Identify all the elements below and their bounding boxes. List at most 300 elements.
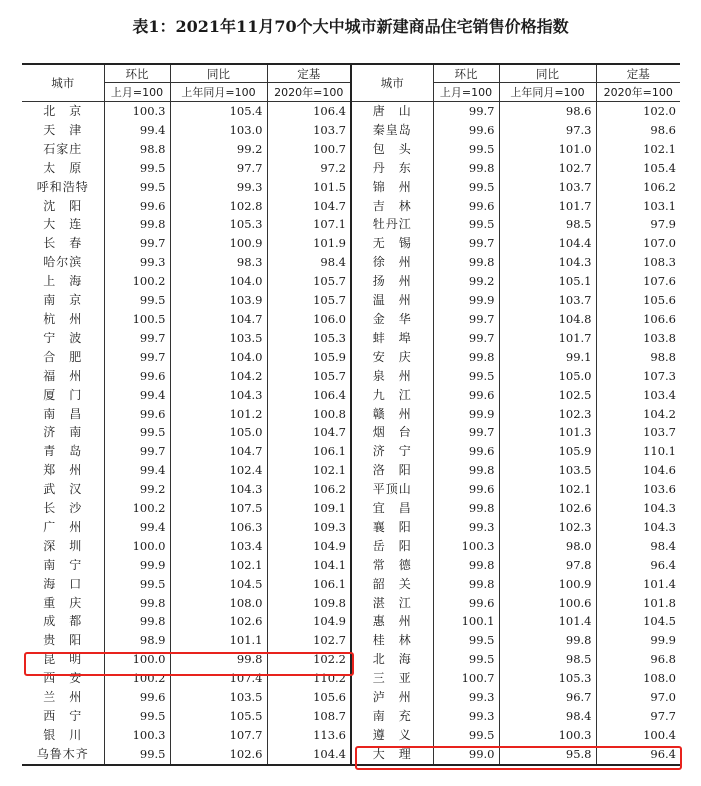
table-row	[22, 707, 680, 726]
left-city-cell: 兰 州	[43, 690, 83, 705]
left-mom-cell: 99.5	[104, 178, 170, 197]
right-mom-cell: 99.6	[433, 480, 499, 499]
left-fixed-cell: 110.2	[267, 669, 351, 688]
table-row	[22, 272, 680, 291]
left-mom-cell: 100.2	[104, 272, 170, 291]
left-fixed-cell: 106.0	[267, 310, 351, 329]
table-row	[22, 688, 680, 707]
left-city-cell: 哈尔滨	[43, 255, 83, 270]
right-yoy-cell: 95.8	[499, 745, 596, 765]
right-fixed-cell: 103.6	[596, 480, 680, 499]
left-yoy-cell: 102.1	[170, 556, 267, 575]
right-yoy-cell: 97.3	[499, 121, 596, 140]
col-header-fixed-right: 定基	[596, 64, 680, 83]
left-mom-cell: 100.0	[104, 650, 170, 669]
left-city-cell: 北 京	[43, 104, 83, 118]
left-fixed-cell: 101.5	[267, 178, 351, 197]
table-row	[22, 291, 680, 310]
left-yoy-cell: 104.0	[170, 272, 267, 291]
left-mom-cell: 100.2	[104, 669, 170, 688]
left-fixed-cell: 113.6	[267, 726, 351, 745]
left-fixed-cell: 102.2	[267, 650, 351, 669]
table-row	[22, 367, 680, 386]
right-fixed-cell: 97.0	[596, 688, 680, 707]
right-city-cell: 常 德	[351, 556, 433, 575]
left-city-cell: 重 庆	[43, 595, 83, 610]
left-mom-cell: 99.5	[104, 707, 170, 726]
left-mom-cell: 99.8	[104, 594, 170, 613]
left-fixed-cell: 106.4	[267, 102, 351, 121]
left-fixed-cell: 104.1	[267, 556, 351, 575]
right-yoy-cell: 105.9	[499, 442, 596, 461]
left-mom-cell: 99.7	[104, 329, 170, 348]
col-base-mom-right: 上月=100	[433, 83, 499, 102]
right-fixed-cell: 105.6	[596, 291, 680, 310]
left-fixed-cell: 105.7	[267, 367, 351, 386]
right-fixed-cell: 107.3	[596, 367, 680, 386]
right-mom-cell: 99.5	[433, 215, 499, 234]
right-yoy-cell: 102.6	[499, 499, 596, 518]
table-row	[22, 650, 680, 669]
left-yoy-cell: 108.0	[170, 594, 267, 613]
right-mom-cell: 99.7	[433, 234, 499, 253]
table-row	[22, 102, 680, 121]
left-city-cell: 长 春	[43, 236, 83, 251]
left-city-cell: 太 原	[43, 160, 83, 175]
right-yoy-cell: 104.4	[499, 234, 596, 253]
right-fixed-cell: 96.4	[596, 556, 680, 575]
right-yoy-cell: 101.7	[499, 329, 596, 348]
price-index-table	[22, 63, 680, 766]
right-city-cell: 温 州	[351, 291, 433, 310]
col-header-yoy-right: 同比	[499, 64, 596, 83]
left-city-cell: 福 州	[43, 368, 83, 383]
col-header-city-left: 城市	[22, 64, 104, 102]
right-mom-cell: 99.8	[433, 499, 499, 518]
right-mom-cell: 99.6	[433, 442, 499, 461]
left-yoy-cell: 102.8	[170, 197, 267, 216]
left-fixed-cell: 102.1	[267, 461, 351, 480]
right-city-cell: 大 理	[351, 745, 433, 765]
right-city-cell: 济 宁	[351, 442, 433, 461]
left-fixed-cell: 104.9	[267, 612, 351, 631]
right-fixed-cell: 99.9	[596, 631, 680, 650]
left-mom-cell: 99.8	[104, 215, 170, 234]
right-city-cell: 赣 州	[351, 405, 433, 424]
left-fixed-cell: 106.1	[267, 442, 351, 461]
right-city-cell: 唐 山	[351, 102, 433, 121]
right-city-cell: 锦 州	[351, 178, 433, 197]
left-city-cell: 青 岛	[43, 444, 83, 459]
table-row	[22, 234, 680, 253]
left-fixed-cell: 109.1	[267, 499, 351, 518]
left-mom-cell: 100.3	[104, 726, 170, 745]
right-mom-cell: 99.8	[433, 556, 499, 575]
left-city-cell: 天 津	[43, 122, 83, 137]
left-city-cell: 成 都	[43, 614, 83, 629]
right-yoy-cell: 100.9	[499, 575, 596, 594]
right-yoy-cell: 97.8	[499, 556, 596, 575]
right-yoy-cell: 101.7	[499, 197, 596, 216]
left-mom-cell: 99.3	[104, 253, 170, 272]
left-mom-cell: 99.8	[104, 612, 170, 631]
right-city-cell: 徐 州	[351, 253, 433, 272]
left-mom-cell: 99.6	[104, 405, 170, 424]
right-yoy-cell: 99.1	[499, 348, 596, 367]
table-row	[22, 669, 680, 688]
left-city-cell: 武 汉	[43, 482, 83, 497]
table-row	[22, 329, 680, 348]
table-row	[22, 726, 680, 745]
left-yoy-cell: 99.8	[170, 650, 267, 669]
right-yoy-cell: 101.3	[499, 423, 596, 442]
right-city-cell: 遵 义	[351, 726, 433, 745]
left-yoy-cell: 107.4	[170, 669, 267, 688]
table-body	[22, 102, 680, 765]
right-city-cell: 蚌 埠	[351, 329, 433, 348]
right-city-cell: 丹 东	[351, 159, 433, 178]
left-city-cell: 昆 明	[43, 652, 83, 667]
right-mom-cell: 99.6	[433, 594, 499, 613]
right-fixed-cell: 96.4	[596, 745, 680, 765]
left-fixed-cell: 106.2	[267, 480, 351, 499]
left-mom-cell: 99.2	[104, 480, 170, 499]
left-city-cell: 海 口	[43, 576, 83, 591]
right-fixed-cell: 104.5	[596, 612, 680, 631]
right-fixed-cell: 104.3	[596, 518, 680, 537]
right-yoy-cell: 103.7	[499, 291, 596, 310]
left-mom-cell: 100.0	[104, 537, 170, 556]
left-yoy-cell: 103.4	[170, 537, 267, 556]
left-fixed-cell: 104.4	[267, 745, 351, 765]
right-city-cell: 岳 阳	[351, 537, 433, 556]
left-fixed-cell: 109.8	[267, 594, 351, 613]
left-yoy-cell: 98.3	[170, 253, 267, 272]
left-fixed-cell: 100.8	[267, 405, 351, 424]
right-fixed-cell: 110.1	[596, 442, 680, 461]
right-fixed-cell: 97.9	[596, 215, 680, 234]
left-city-cell: 大 连	[43, 217, 83, 232]
left-fixed-cell: 105.6	[267, 688, 351, 707]
left-fixed-cell: 100.7	[267, 140, 351, 159]
right-yoy-cell: 103.5	[499, 461, 596, 480]
right-city-cell: 九 江	[351, 386, 433, 405]
table-row	[22, 745, 680, 765]
right-mom-cell: 99.7	[433, 310, 499, 329]
right-fixed-cell: 103.8	[596, 329, 680, 348]
right-mom-cell: 100.7	[433, 669, 499, 688]
left-mom-cell: 99.5	[104, 423, 170, 442]
right-yoy-cell: 98.0	[499, 537, 596, 556]
left-mom-cell: 99.7	[104, 442, 170, 461]
left-mom-cell: 99.5	[104, 745, 170, 765]
right-mom-cell: 99.5	[433, 178, 499, 197]
left-fixed-cell: 107.1	[267, 215, 351, 234]
right-city-cell: 湛 江	[351, 594, 433, 613]
left-city-cell: 上 海	[43, 274, 83, 289]
right-fixed-cell: 96.8	[596, 650, 680, 669]
right-city-cell: 襄 阳	[351, 518, 433, 537]
right-fixed-cell: 100.4	[596, 726, 680, 745]
left-yoy-cell: 105.5	[170, 707, 267, 726]
table-row	[22, 461, 680, 480]
left-fixed-cell: 104.9	[267, 537, 351, 556]
table-row	[22, 594, 680, 613]
right-city-cell: 无 锡	[351, 234, 433, 253]
table-row	[22, 518, 680, 537]
right-fixed-cell: 101.8	[596, 594, 680, 613]
right-city-cell: 南 充	[351, 707, 433, 726]
table-row	[22, 405, 680, 424]
left-city-cell: 郑 州	[43, 463, 83, 478]
right-city-cell: 泸 州	[351, 688, 433, 707]
left-city-cell: 南 昌	[43, 406, 83, 421]
right-fixed-cell: 104.2	[596, 405, 680, 424]
right-fixed-cell: 98.8	[596, 348, 680, 367]
left-city-cell: 贵 阳	[43, 633, 83, 648]
left-yoy-cell: 104.2	[170, 367, 267, 386]
right-yoy-cell: 103.7	[499, 178, 596, 197]
right-mom-cell: 100.3	[433, 537, 499, 556]
left-fixed-cell: 104.7	[267, 423, 351, 442]
left-fixed-cell: 105.7	[267, 291, 351, 310]
left-fixed-cell: 105.7	[267, 272, 351, 291]
col-base-fixed-left: 2020年=100	[267, 83, 351, 102]
table-row	[22, 499, 680, 518]
left-yoy-cell: 103.5	[170, 329, 267, 348]
right-city-cell: 金 华	[351, 310, 433, 329]
right-yoy-cell: 96.7	[499, 688, 596, 707]
right-fixed-cell: 102.1	[596, 140, 680, 159]
table-header	[22, 64, 680, 102]
right-mom-cell: 99.5	[433, 650, 499, 669]
left-mom-cell: 99.9	[104, 556, 170, 575]
left-city-cell: 深 圳	[43, 538, 83, 553]
table-row	[22, 197, 680, 216]
right-yoy-cell: 102.3	[499, 405, 596, 424]
left-city-cell: 呼和浩特	[36, 179, 89, 194]
left-mom-cell: 99.7	[104, 234, 170, 253]
right-fixed-cell: 103.7	[596, 423, 680, 442]
left-mom-cell: 99.4	[104, 121, 170, 140]
left-yoy-cell: 99.2	[170, 140, 267, 159]
right-fixed-cell: 97.7	[596, 707, 680, 726]
right-mom-cell: 99.9	[433, 405, 499, 424]
right-fixed-cell: 98.6	[596, 121, 680, 140]
right-fixed-cell: 108.3	[596, 253, 680, 272]
right-fixed-cell: 98.4	[596, 537, 680, 556]
left-yoy-cell: 99.3	[170, 178, 267, 197]
table-row	[22, 631, 680, 650]
left-mom-cell: 99.4	[104, 518, 170, 537]
left-yoy-cell: 101.2	[170, 405, 267, 424]
table-row	[22, 442, 680, 461]
table-row	[22, 612, 680, 631]
right-mom-cell: 99.7	[433, 423, 499, 442]
right-mom-cell: 99.3	[433, 688, 499, 707]
left-mom-cell: 99.5	[104, 291, 170, 310]
right-yoy-cell: 101.4	[499, 612, 596, 631]
right-yoy-cell: 104.8	[499, 310, 596, 329]
right-yoy-cell: 100.3	[499, 726, 596, 745]
left-yoy-cell: 102.6	[170, 745, 267, 765]
left-city-cell: 杭 州	[43, 311, 83, 326]
right-fixed-cell: 106.2	[596, 178, 680, 197]
left-mom-cell: 100.2	[104, 499, 170, 518]
right-mom-cell: 99.7	[433, 102, 499, 121]
left-yoy-cell: 104.3	[170, 386, 267, 405]
right-city-cell: 桂 林	[351, 631, 433, 650]
right-mom-cell: 99.5	[433, 726, 499, 745]
right-fixed-cell: 107.0	[596, 234, 680, 253]
right-city-cell: 洛 阳	[351, 461, 433, 480]
left-city-cell: 宁 波	[43, 330, 83, 345]
right-fixed-cell: 103.4	[596, 386, 680, 405]
left-yoy-cell: 104.0	[170, 348, 267, 367]
right-yoy-cell: 100.6	[499, 594, 596, 613]
right-city-cell: 烟 台	[351, 423, 433, 442]
table-row	[22, 348, 680, 367]
right-city-cell: 扬 州	[351, 272, 433, 291]
right-mom-cell: 99.8	[433, 253, 499, 272]
left-yoy-cell: 107.7	[170, 726, 267, 745]
right-mom-cell: 99.6	[433, 121, 499, 140]
right-fixed-cell: 106.6	[596, 310, 680, 329]
table-row	[22, 423, 680, 442]
right-yoy-cell: 98.6	[499, 102, 596, 121]
left-fixed-cell: 97.2	[267, 159, 351, 178]
right-fixed-cell: 103.1	[596, 197, 680, 216]
left-mom-cell: 99.5	[104, 159, 170, 178]
left-yoy-cell: 107.5	[170, 499, 267, 518]
left-fixed-cell: 102.7	[267, 631, 351, 650]
right-mom-cell: 99.9	[433, 291, 499, 310]
left-mom-cell: 100.5	[104, 310, 170, 329]
right-city-cell: 宜 昌	[351, 499, 433, 518]
left-fixed-cell: 105.9	[267, 348, 351, 367]
left-city-cell: 西 宁	[43, 709, 83, 723]
col-base-yoy-right: 上年同月=100	[499, 83, 596, 102]
right-mom-cell: 99.8	[433, 159, 499, 178]
right-mom-cell: 99.2	[433, 272, 499, 291]
col-header-mom-left: 环比	[104, 64, 170, 83]
right-yoy-cell: 105.1	[499, 272, 596, 291]
right-yoy-cell: 102.1	[499, 480, 596, 499]
right-mom-cell: 99.5	[433, 367, 499, 386]
left-yoy-cell: 101.1	[170, 631, 267, 650]
right-fixed-cell: 108.0	[596, 669, 680, 688]
left-city-cell: 南 宁	[43, 557, 83, 572]
left-city-cell: 长 沙	[43, 501, 83, 516]
right-city-cell: 牡丹江	[351, 215, 433, 234]
right-city-cell: 平顶山	[351, 480, 433, 499]
right-fixed-cell: 104.3	[596, 499, 680, 518]
right-yoy-cell: 104.3	[499, 253, 596, 272]
table-row	[22, 537, 680, 556]
left-fixed-cell: 104.7	[267, 197, 351, 216]
right-mom-cell: 99.3	[433, 518, 499, 537]
left-city-cell: 广 州	[43, 519, 83, 534]
right-city-cell: 韶 关	[351, 575, 433, 594]
left-city-cell: 石家庄	[43, 141, 83, 156]
right-city-cell: 泉 州	[351, 367, 433, 386]
right-city-cell: 秦皇岛	[351, 121, 433, 140]
left-mom-cell: 99.4	[104, 461, 170, 480]
left-fixed-cell: 108.7	[267, 707, 351, 726]
left-yoy-cell: 105.3	[170, 215, 267, 234]
left-yoy-cell: 103.9	[170, 291, 267, 310]
right-city-cell: 包 头	[351, 140, 433, 159]
col-base-fixed-right: 2020年=100	[596, 83, 680, 102]
right-mom-cell: 99.5	[433, 140, 499, 159]
left-yoy-cell: 104.7	[170, 310, 267, 329]
left-mom-cell: 99.6	[104, 367, 170, 386]
col-base-mom-left: 上月=100	[104, 83, 170, 102]
right-city-cell: 安 庆	[351, 348, 433, 367]
left-city-cell: 西 安	[43, 671, 83, 686]
left-mom-cell: 99.5	[104, 575, 170, 594]
left-city-cell: 银 川	[43, 727, 83, 742]
left-yoy-cell: 105.0	[170, 423, 267, 442]
left-mom-cell: 98.8	[104, 140, 170, 159]
right-yoy-cell: 98.4	[499, 707, 596, 726]
table-row	[22, 121, 680, 140]
col-header-city-right: 城市	[351, 64, 433, 102]
right-mom-cell: 99.7	[433, 329, 499, 348]
right-mom-cell: 99.8	[433, 461, 499, 480]
left-yoy-cell: 104.5	[170, 575, 267, 594]
col-header-yoy-left: 同比	[170, 64, 267, 83]
right-yoy-cell: 99.8	[499, 631, 596, 650]
right-yoy-cell: 102.5	[499, 386, 596, 405]
left-city-cell: 乌鲁木齐	[22, 745, 104, 765]
right-yoy-cell: 98.5	[499, 650, 596, 669]
left-fixed-cell: 103.7	[267, 121, 351, 140]
right-fixed-cell: 107.6	[596, 272, 680, 291]
right-yoy-cell: 105.3	[499, 669, 596, 688]
right-mom-cell: 99.8	[433, 348, 499, 367]
right-fixed-cell: 104.6	[596, 461, 680, 480]
left-mom-cell: 99.6	[104, 197, 170, 216]
left-mom-cell: 99.6	[104, 688, 170, 707]
left-yoy-cell: 103.0	[170, 121, 267, 140]
left-city-cell: 合 肥	[43, 349, 83, 364]
right-mom-cell: 100.1	[433, 612, 499, 631]
left-yoy-cell: 103.5	[170, 688, 267, 707]
left-fixed-cell: 105.3	[267, 329, 351, 348]
table-row	[22, 386, 680, 405]
right-city-cell: 吉 林	[351, 197, 433, 216]
left-mom-cell: 99.7	[104, 348, 170, 367]
table-row	[22, 253, 680, 272]
left-fixed-cell: 106.4	[267, 386, 351, 405]
left-city-cell: 济 南	[43, 425, 83, 440]
right-mom-cell: 99.3	[433, 707, 499, 726]
left-fixed-cell: 98.4	[267, 253, 351, 272]
left-mom-cell: 99.4	[104, 386, 170, 405]
right-fixed-cell: 101.4	[596, 575, 680, 594]
right-mom-cell: 99.5	[433, 631, 499, 650]
col-base-yoy-left: 上年同月=100	[170, 83, 267, 102]
left-yoy-cell: 97.7	[170, 159, 267, 178]
left-city-cell: 厦 门	[43, 387, 83, 402]
right-mom-cell: 99.6	[433, 197, 499, 216]
left-mom-cell: 98.9	[104, 631, 170, 650]
right-yoy-cell: 102.3	[499, 518, 596, 537]
right-mom-cell: 99.6	[433, 386, 499, 405]
left-city-cell: 沈 阳	[43, 198, 83, 213]
left-yoy-cell: 105.4	[170, 102, 267, 121]
